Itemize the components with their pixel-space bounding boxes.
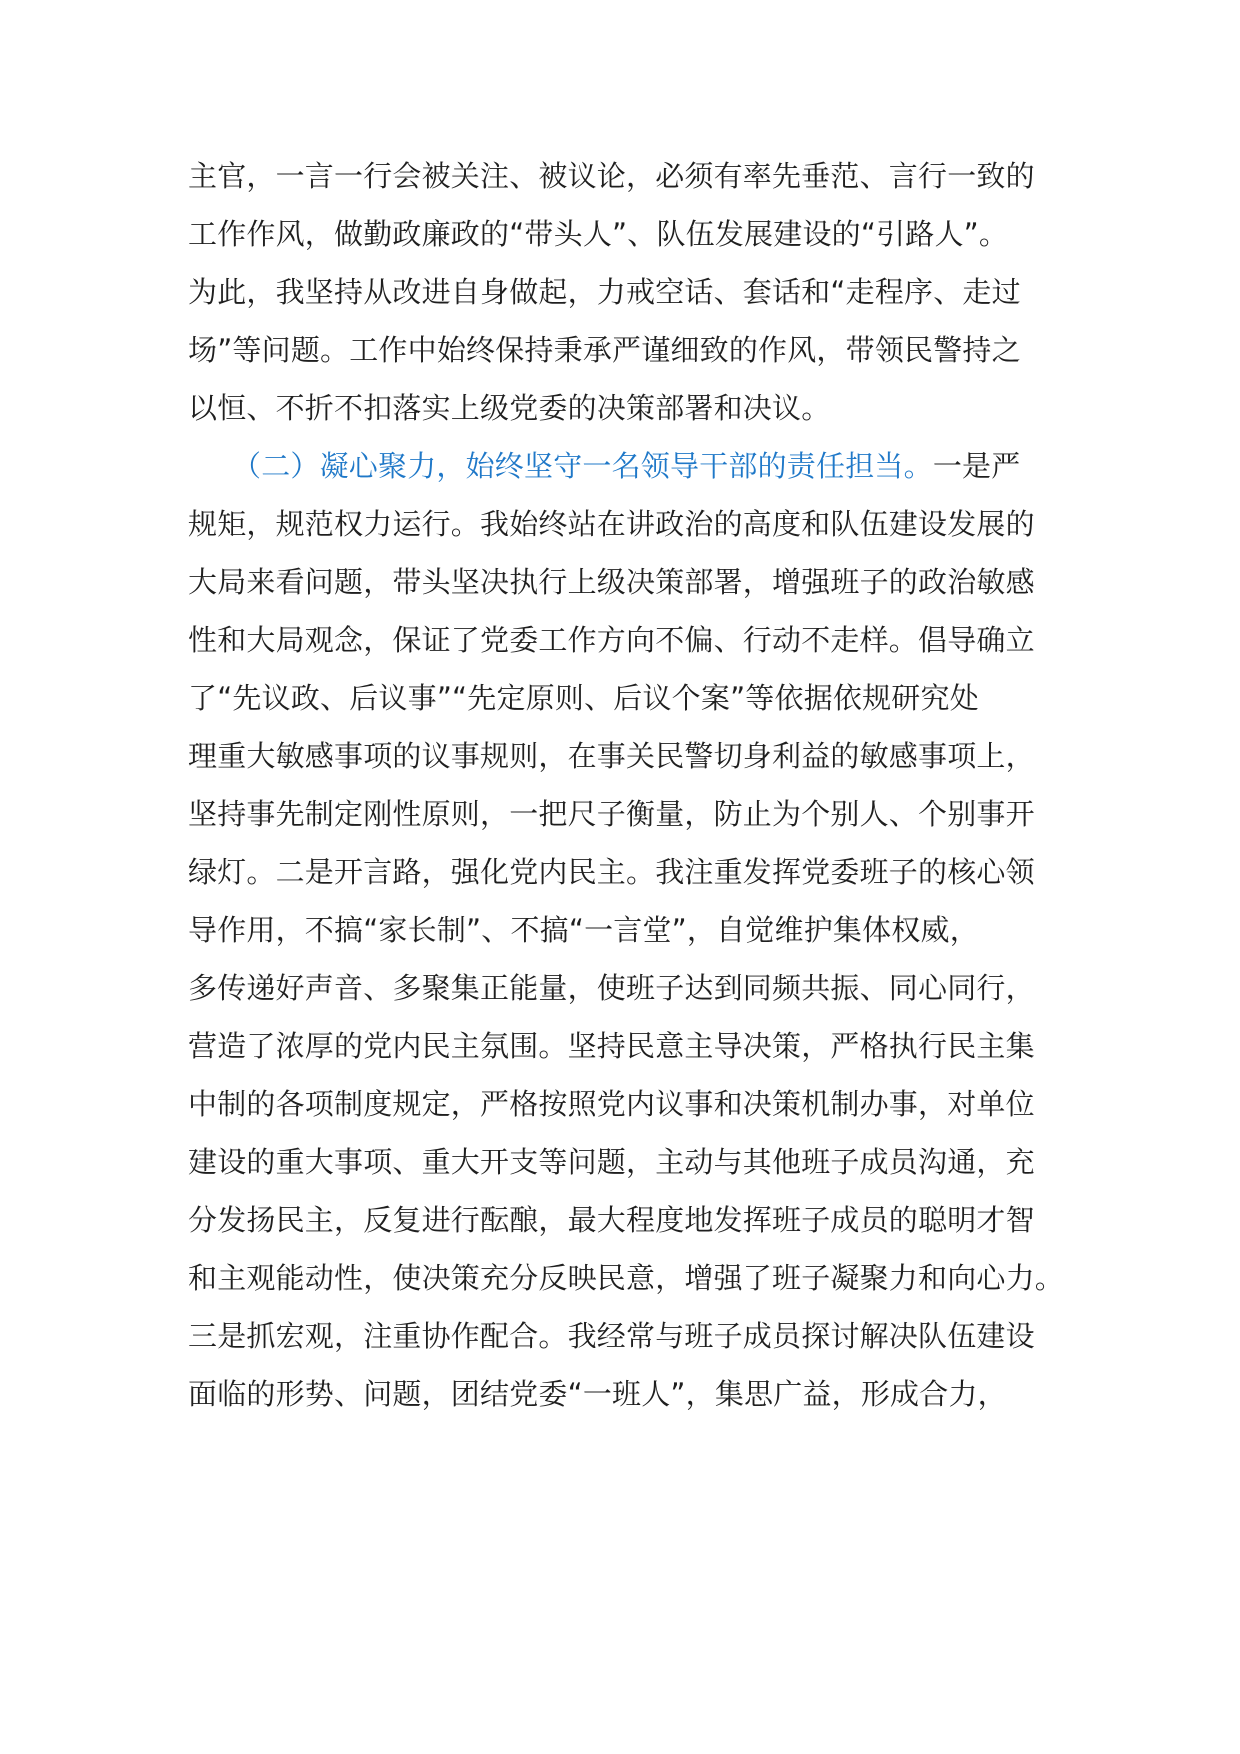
section-first-line-text: 一是严: [932, 449, 1021, 483]
section-heading: （二）凝心聚力，始终坚守一名领导干部的责任担当。: [232, 449, 933, 483]
text-line: 理重大敏感事项的议事规则，在事关民警切身利益的敏感事项上，: [188, 739, 1035, 773]
text-line: 分发扬民主，反复进行酝酿，最大程度地发挥班子成员的聪明才智: [188, 1203, 1035, 1237]
text-line: 三是抓宏观，注重协作配合。我经常与班子成员探讨解决队伍建设: [188, 1319, 1035, 1353]
text-line: 工作作风，做勤政廉政的“带头人”、队伍发展建设的“引路人”。: [188, 217, 1009, 251]
section-heading-line: [232, 444, 1112, 488]
text-line: 和主观能动性，使决策充分反映民意，增强了班子凝聚力和向心力。: [188, 1261, 1065, 1295]
text-line: 场”等问题。工作中始终保持秉承严谨细致的作风，带领民警持之: [188, 333, 1021, 367]
text-line: 建设的重大事项、重大开支等问题，主动与其他班子成员沟通，充: [188, 1145, 1035, 1179]
text-line: 营造了浓厚的党内民主氛围。坚持民意主导决策，严格执行民主集: [188, 1029, 1035, 1063]
text-line: 为此，我坚持从改进自身做起，力戒空话、套话和“走程序、走过: [188, 275, 1021, 309]
text-line: 以恒、不折不扣落实上级党委的决策部署和决议。: [188, 391, 831, 425]
text-line: 导作用，不搞“家长制”、不搞“一言堂”，自觉维护集体权威，: [188, 913, 979, 947]
text-line: 坚持事先制定刚性原则，一把尺子衡量，防止为个别人、个别事开: [188, 797, 1035, 831]
text-line: 多传递好声音、多聚集正能量，使班子达到同频共振、同心同行，: [188, 971, 1035, 1005]
text-line: 绿灯。二是开言路，强化党内民主。我注重发挥党委班子的核心领: [188, 855, 1035, 889]
text-line: 主官，一言一行会被关注、被议论，必须有率先垂范、言行一致的: [188, 159, 1035, 193]
text-line: 性和大局观念，保证了党委工作方向不偏、行动不走样。倡导确立: [188, 623, 1035, 657]
text-line: 大局来看问题，带头坚决执行上级决策部署，增强班子的政治敏感: [188, 565, 1035, 599]
text-line: 规矩，规范权力运行。我始终站在讲政治的高度和队伍建设发展的: [188, 507, 1035, 541]
text-line: 了“先议政、后议事”“先定原则、后议个案”等依据依规研究处: [188, 681, 979, 715]
text-line: 面临的形势、问题，团结党委“一班人”，集思广益，形成合力，: [188, 1377, 1007, 1411]
text-line: 中制的各项制度规定，严格按照党内议事和决策机制办事，对单位: [188, 1087, 1035, 1121]
